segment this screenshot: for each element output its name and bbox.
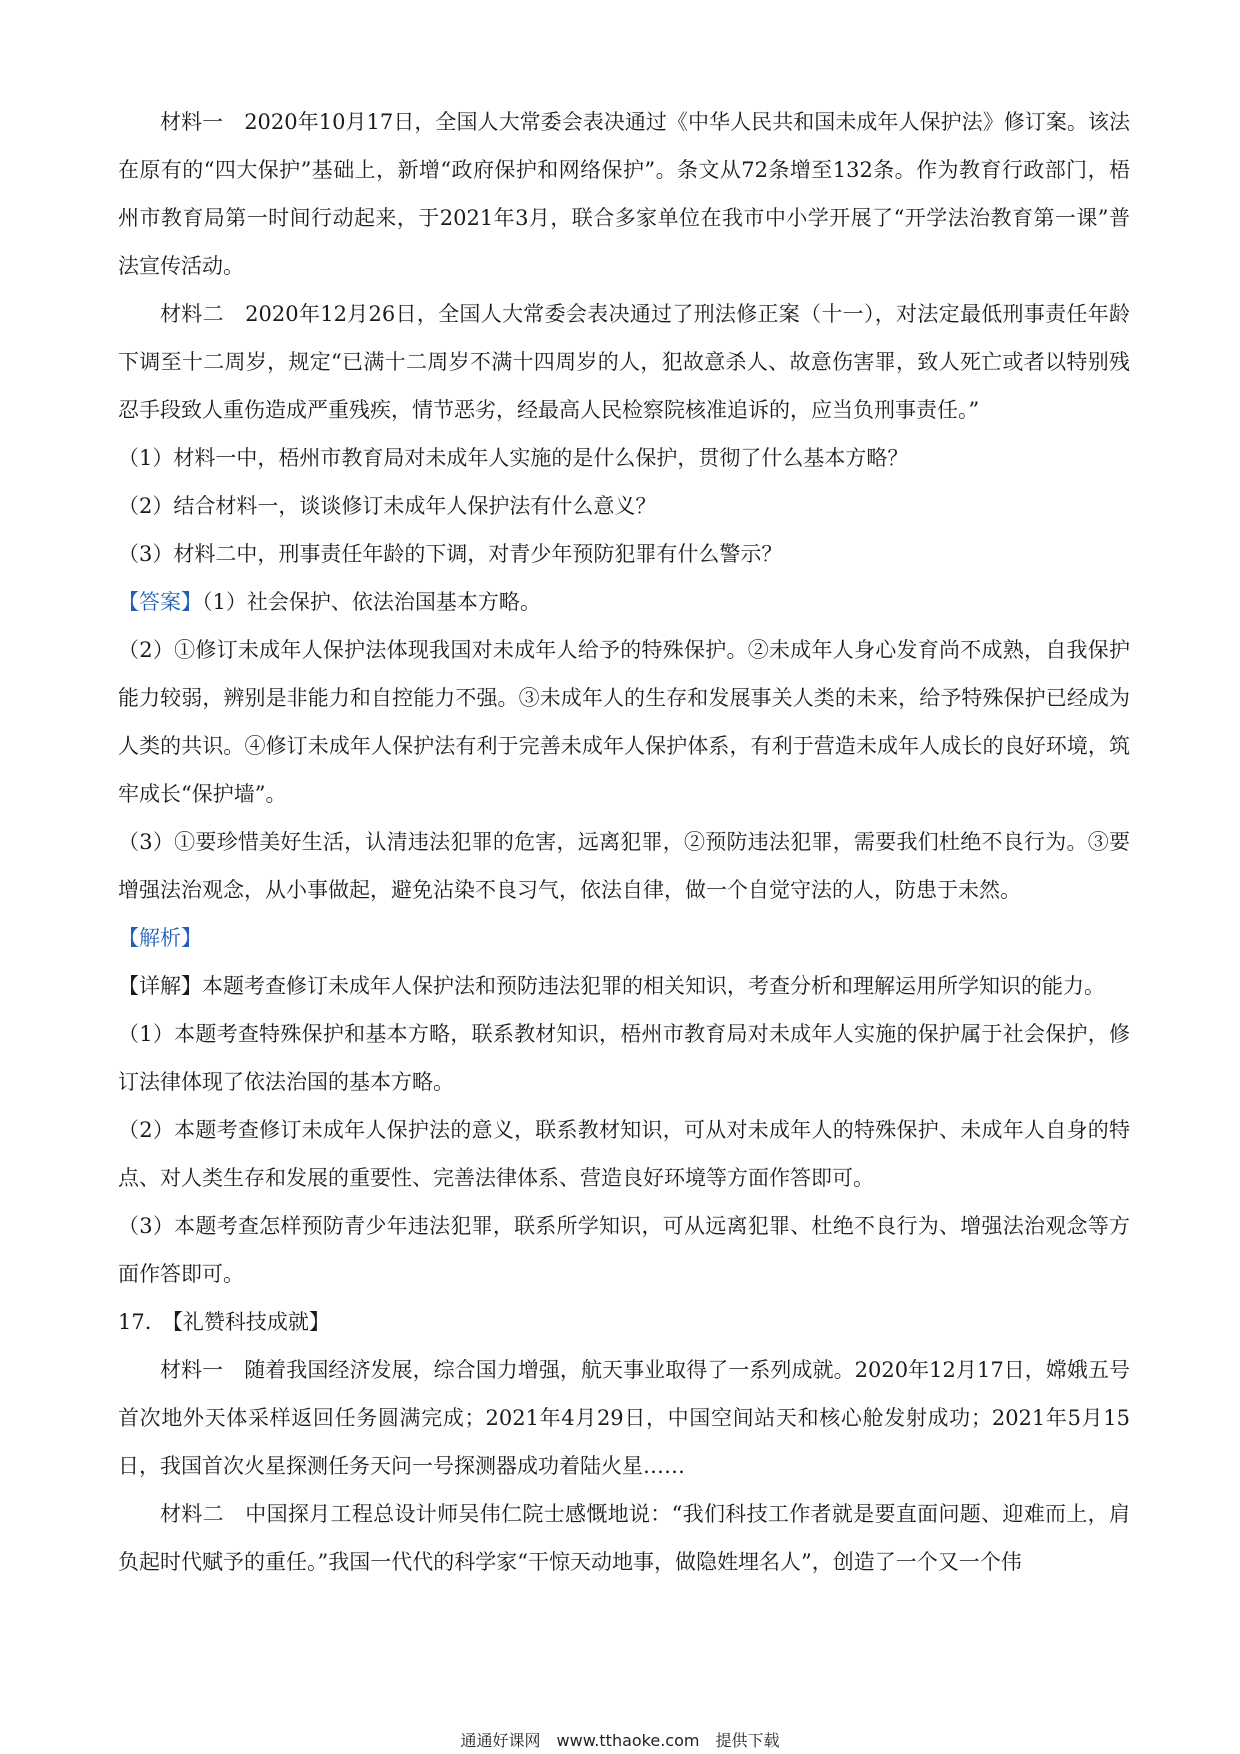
answer-1-text: （1）社会保护、依法治国基本方略。 xyxy=(202,590,541,614)
q17-material-two-paragraph: 材料二 中国探月工程总设计师吴伟仁院士感慨地说：“我们科技工作者就是要直面问题、迎难而上，肩负起时代赋予的重任。”我国一代代的科学家“干惊天动地事，做隐姓埋名人”，创造了一个又一个伟 xyxy=(118,1502,1130,1574)
detail-2-paragraph: （2）本题考查修订未成年人保护法的意义，联系教材知识，可从对未成年人的特殊保护、未成年人自身的特点、对人类生存和发展的重要性、完善法律体系、营造良好环境等方面作答即可。 xyxy=(118,1118,1130,1190)
question-2: （2）结合材料一，谈谈修订未成年人保护法有什么意义？ xyxy=(118,494,657,518)
question-17-title: 17. 【礼赞科技成就】 xyxy=(118,1310,330,1334)
analysis-line xyxy=(118,914,1130,962)
question-1: （1）材料一中，梧州市教育局对未成年人实施的是什么保护，贯彻了什么基本方略？ xyxy=(118,446,909,470)
detail-3-paragraph: （3）本题考查怎样预防青少年违法犯罪，联系所学知识，可从远离犯罪、杜绝不良行为、增强法治观念等方面作答即可。 xyxy=(118,1214,1130,1286)
material-two-paragraph: 材料二 2020年12月26日，全国人大常委会表决通过了刑法修正案（十一），对法定最低刑事责任年龄下调至十二周岁，规定“已满十二周岁不满十四周岁的人，犯故意杀人、故意伤害罪，致人死亡或者以特别残忍手段致人重伤造成严重残疾，情节恶劣，经最高人民检察院核准追诉的，应当负刑事责任。” xyxy=(118,302,1130,422)
answer-label: 【答案】 xyxy=(118,590,202,614)
question-3: （3）材料二中，刑事责任年龄的下调，对青少年预防犯罪有什么警示？ xyxy=(118,542,783,566)
q17-material-one-paragraph: 材料一 随着我国经济发展，综合国力增强，航天事业取得了一系列成就。2020年12月17日，嫦娥五号首次地外天体采样返回任务圆满完成；2021年4月29日，中国空间站天和核心舱发射成功；2021年5月15日，我国首次火星探测任务天问一号探测器成功着陆火星…… xyxy=(118,1358,1130,1478)
detail-label: 【详解】 xyxy=(118,974,202,998)
detail-intro-line xyxy=(118,962,1130,1010)
answer-1-line xyxy=(118,578,1130,626)
answer-2-paragraph: （2）①修订未成年人保护法体现我国对未成年人给予的特殊保护。②未成年人身心发育尚不成熟，自我保护能力较弱，辨别是非能力和自控能力不强。③未成年人的生存和发展事关人类的未来，给予特殊保护已经成为人类的共识。④修订未成年人保护法有利于完善未成年人保护体系，有利于营造未成年人成长的良好环境，筑牢成长“保护墙”。 xyxy=(118,638,1130,806)
answer-3-paragraph: （3）①要珍惜美好生活，认清违法犯罪的危害，远离犯罪，②预防违法犯罪，需要我们杜绝不良行为。③要增强法治观念，从小事做起，避免沾染不良习气，依法自律，做一个自觉守法的人，防患于未然。 xyxy=(118,830,1130,902)
material-one-paragraph: 材料一 2020年10月17日，全国人大常委会表决通过《中华人民共和国未成年人保护法》修订案。该法在原有的“四大保护”基础上，新增“政府保护和网络保护”。条文从72条增至132条。作为教育行政部门，梧州市教育局第一时间行动起来，于2021年3月，联合多家单位在我市中小学开展了“开学法治教育第一课”普法宣传活动。 xyxy=(118,110,1130,278)
analysis-label: 【解析】 xyxy=(118,926,202,950)
detail-1-paragraph: （1）本题考查特殊保护和基本方略，联系教材知识，梧州市教育局对未成年人实施的保护属于社会保护，修订法律体现了依法治国的基本方略。 xyxy=(118,1022,1130,1094)
footer-source: 通通好课网 www.tthaoke.com 提供下载 xyxy=(460,1731,780,1750)
detail-intro-text: 本题考查修订未成年人保护法和预防违法犯罪的相关知识，考查分析和理解运用所学知识的能力。 xyxy=(202,974,1105,998)
document-content xyxy=(118,98,1130,1586)
